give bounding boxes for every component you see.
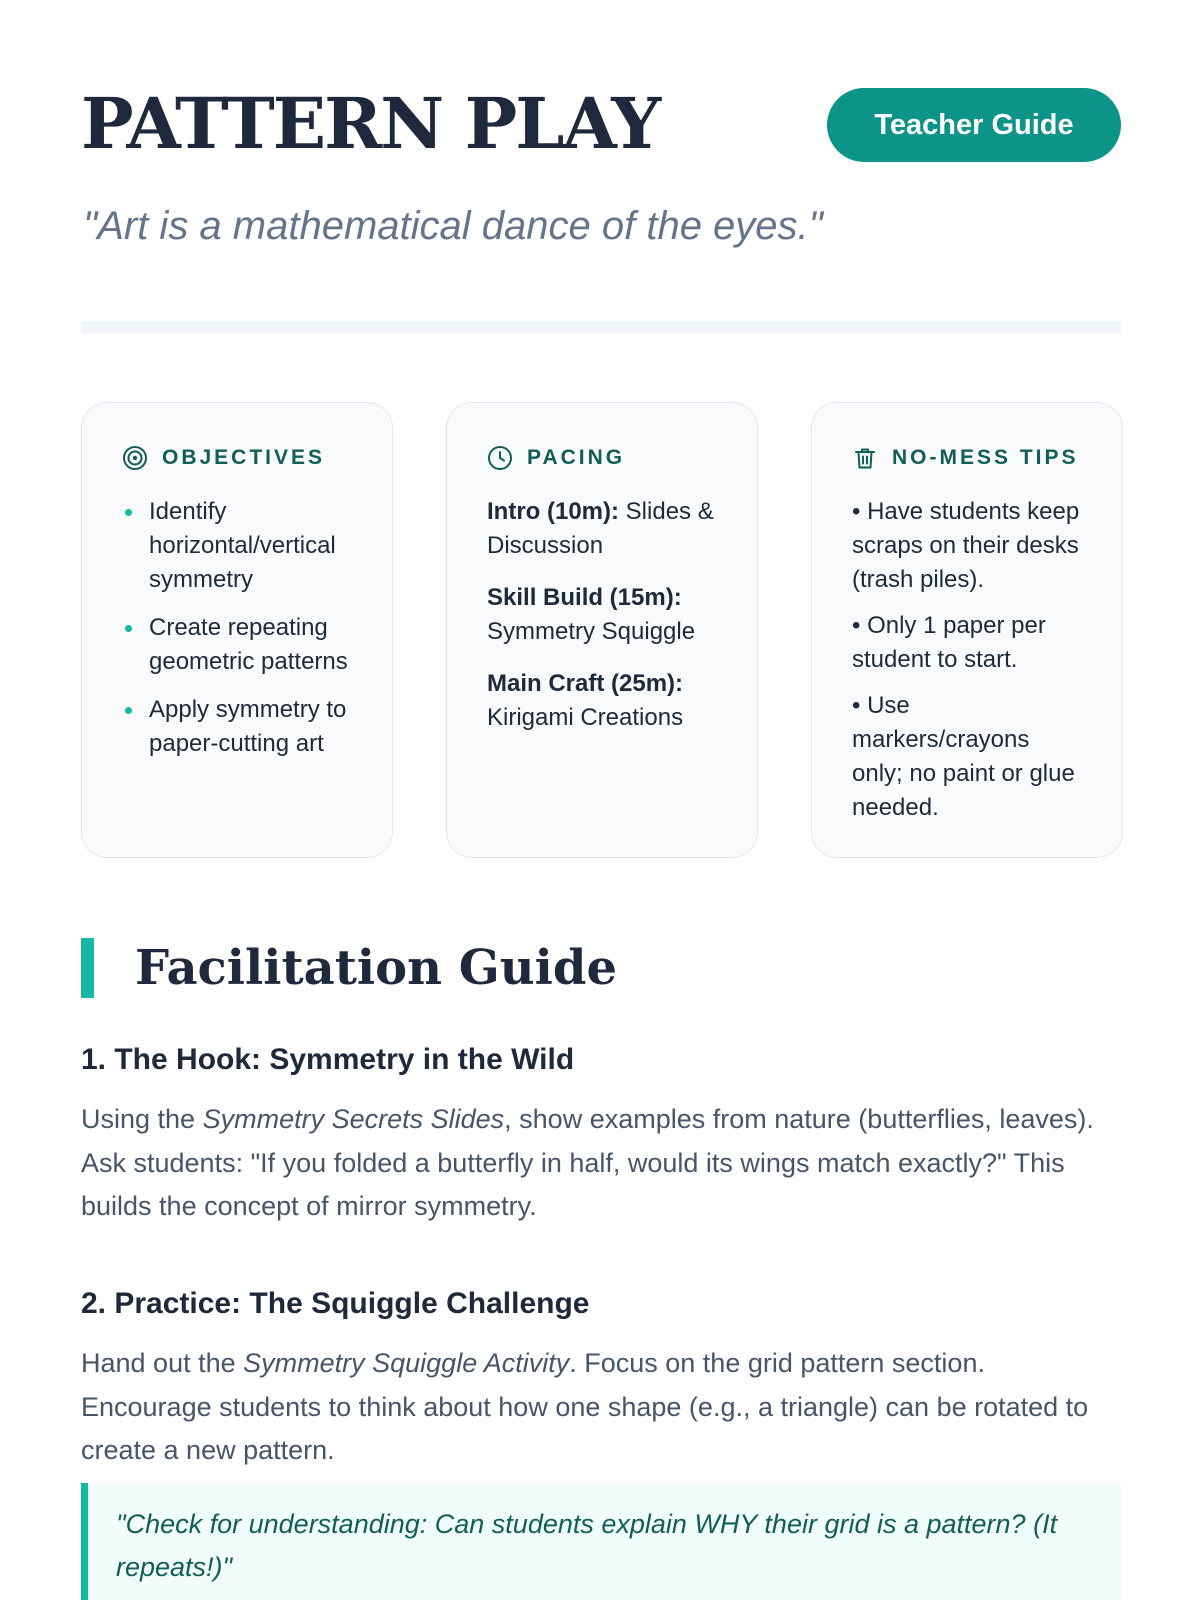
tip-item: • Use markers/crayons only; no paint or glue needed. (852, 692, 1075, 821)
trash-icon (852, 445, 878, 471)
page-title: PATTERN PLAY (81, 82, 660, 165)
teacher-guide-button[interactable]: Teacher Guide (827, 88, 1121, 162)
tip-item: • Only 1 paper per student to start. (852, 612, 1046, 673)
pacing-text: Kirigami Creations (487, 704, 684, 731)
tips-card (811, 402, 1123, 858)
step-2-body (81, 1342, 1121, 1473)
header-divider (81, 321, 1121, 334)
header-quote: "Art is a mathematical dance of the eyes." (83, 204, 823, 248)
step-1-text-post: , show examples from nature (butterflies, leaves). Ask students: "If you folded a butterfly in half, would its wings match exactly?" This builds the concept of mirror symmetry. (81, 1104, 1094, 1221)
objectives-list (122, 495, 352, 761)
objective-text: Identify horizontal/vertical symmetry (149, 498, 336, 593)
pacing-label: Main Craft (25m): (487, 670, 684, 697)
pacing-label: Skill Build (15m): (487, 584, 682, 611)
objective-text: Create repeating geometric patterns (149, 614, 348, 675)
tips-card-header (852, 443, 1082, 473)
step-1-resource: Symmetry Secrets Slides (202, 1104, 505, 1134)
section-title: Facilitation Guide (135, 940, 618, 996)
pacing-item (487, 495, 717, 563)
clock-icon (487, 445, 513, 471)
pacing-text: Slides & Discussion (487, 498, 714, 559)
pacing-item (487, 581, 717, 649)
bullet-dot (125, 509, 132, 516)
understanding-callout: "Check for understanding: Can students explain WHY their grid is a pattern? (It repeats!)" (81, 1483, 1121, 1600)
objectives-title: OBJECTIVES (162, 446, 326, 469)
pacing-card (446, 402, 758, 858)
page-header (81, 84, 1121, 164)
objectives-card (81, 402, 393, 858)
step-1-text-pre: Using the (81, 1104, 203, 1134)
list-item (122, 495, 352, 597)
list-item (122, 611, 352, 679)
objectives-card-header (122, 443, 352, 473)
section-accent-bar (81, 938, 94, 998)
info-cards (81, 402, 1121, 858)
pacing-text: Symmetry Squiggle (487, 618, 696, 645)
bullet-dot (125, 707, 132, 714)
pacing-item (487, 667, 717, 735)
step-2-text-pre: Hand out the (81, 1348, 244, 1378)
target-icon (122, 445, 148, 471)
step-1-body (81, 1098, 1121, 1229)
objective-text: Apply symmetry to paper-cutting art (149, 696, 347, 757)
step-1-title: 1. The Hook: Symmetry in the Wild (81, 1043, 575, 1076)
step-2-text-post: . Focus on the grid pattern section. Encourage students to think about how one shape (e.g., a triangle) can be rotated to create a new pattern. (81, 1348, 1089, 1465)
lesson-page (81, 0, 1121, 1600)
step-2-resource: Symmetry Squiggle Activity (243, 1348, 570, 1378)
pacing-title: PACING (527, 446, 626, 469)
list-item (122, 693, 352, 761)
pacing-card-header (487, 443, 717, 473)
tip-item: • Have students keep scraps on their desks (trash piles). (852, 498, 1080, 593)
tips-title: NO-MESS TIPS (892, 446, 1079, 469)
step-2-title: 2. Practice: The Squiggle Challenge (81, 1287, 590, 1320)
pacing-label: Intro (10m): (487, 498, 619, 525)
bullet-dot (125, 625, 132, 632)
